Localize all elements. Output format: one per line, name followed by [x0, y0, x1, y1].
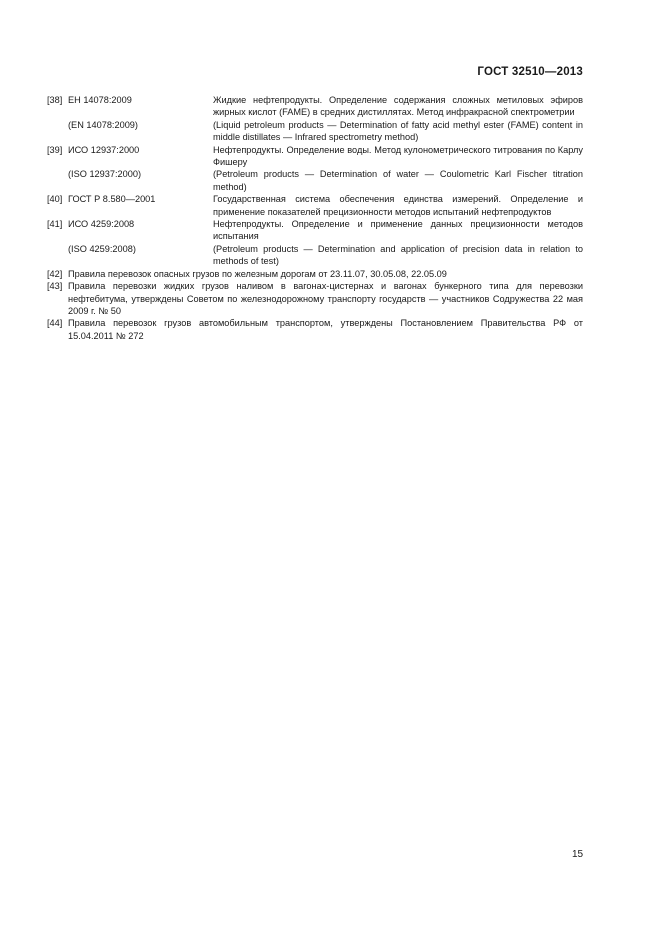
- reference-description: Нефтепродукты. Определение воды. Метод кулонометрического титрования по Карлу Фишеру: [213, 144, 583, 168]
- bibliography-list: [47, 94, 583, 342]
- reference-row: [47, 268, 583, 280]
- reference-number: [40]: [47, 194, 63, 205]
- reference-row: [47, 144, 583, 169]
- reference-designation: ЕН 14078:2009: [68, 95, 132, 105]
- reference-designation: ИСО 12937:2000: [68, 144, 140, 155]
- reference-row: [47, 168, 583, 193]
- reference-number: [39]: [47, 144, 63, 155]
- reference-text: Правила перевозок грузов автомобильным транспортом, утверждены Постановлением Правительства РФ от 15.04.2011 № 272: [68, 318, 583, 341]
- reference-text: Правила перевозок опасных грузов по железным дорогам от 23.11.07, 30.05.08, 22.05.09: [68, 268, 447, 279]
- reference-description: (Petroleum products — Determination and application of precision data in relation to methods of test): [213, 243, 583, 267]
- reference-description: (Liquid petroleum products — Determination of fatty acid methyl ester (FAME) content in middle distillates — Infrared spectrometry method): [213, 119, 583, 143]
- reference-designation: ГОСТ Р 8.580—2001: [68, 194, 156, 205]
- reference-row: [47, 193, 583, 218]
- reference-row: [47, 218, 583, 243]
- reference-row: [47, 243, 583, 268]
- reference-number: [44]: [47, 318, 63, 329]
- reference-description: Государственная система обеспечения единства измерений. Определение и применение показателей прецизионности методов испытаний нефтепродуктов: [213, 194, 583, 217]
- page-number: 15: [572, 849, 584, 860]
- reference-row: [47, 119, 583, 144]
- reference-description: (Petroleum products — Determination of water — Coulometric Karl Fischer titration method): [213, 169, 583, 192]
- reference-number: [43]: [47, 281, 63, 292]
- reference-text: Правила перевозки жидких грузов наливом в вагонах-цистернах и вагонах бункерного типа для перевозки нефтебитума, утверждены Советом по железнодорожному транспорту государств — участников Содружества 22 мая 2009 г. № 50: [68, 281, 583, 316]
- reference-description: Жидкие нефтепродукты. Определение содержания сложных метиловых эфиров жирных кислот (FAME) в средних дистиллятах. Метод инфракрасной спектрометрии: [213, 95, 583, 118]
- reference-number: [42]: [47, 268, 63, 279]
- document-standard-number: ГОСТ 32510—2013: [477, 66, 583, 78]
- reference-designation: (ISO 4259:2008): [68, 243, 136, 254]
- reference-description: Нефтепродукты. Определение и применение данных прецизионности методов испытания: [213, 219, 583, 242]
- reference-designation: (ISO 12937:2000): [68, 169, 142, 180]
- reference-number: [38]: [47, 95, 63, 105]
- reference-row: [47, 317, 583, 342]
- reference-designation: (EN 14078:2009): [68, 119, 138, 130]
- reference-designation: ИСО 4259:2008: [68, 219, 135, 230]
- reference-row: [47, 280, 583, 317]
- reference-number: [41]: [47, 219, 63, 230]
- reference-row: [47, 94, 583, 119]
